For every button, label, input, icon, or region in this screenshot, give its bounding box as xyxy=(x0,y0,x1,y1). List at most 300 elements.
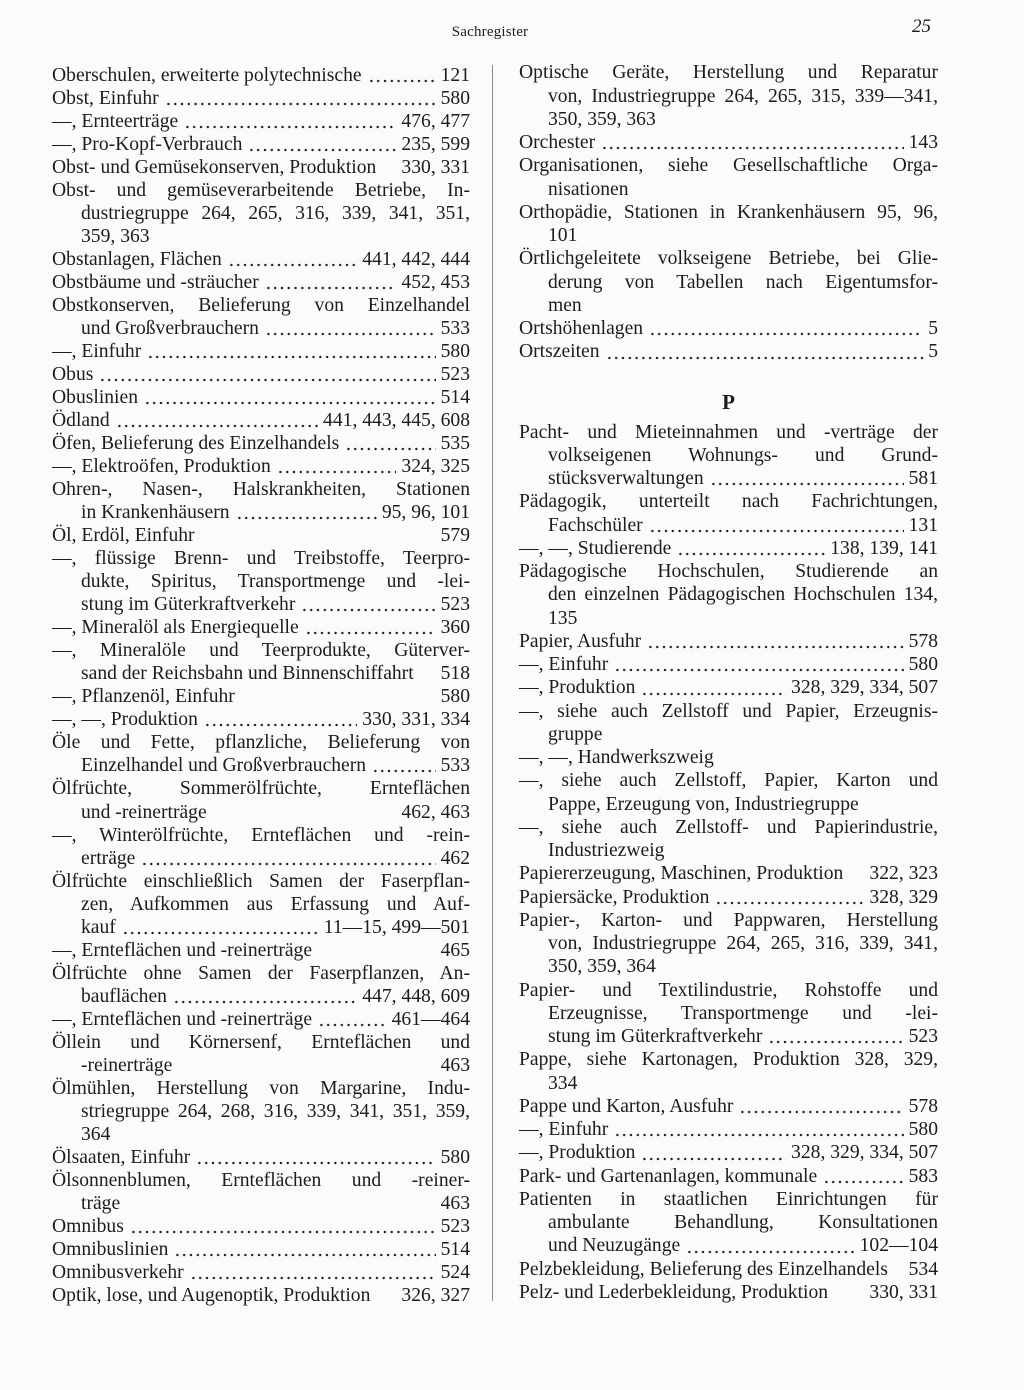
index-entry xyxy=(52,547,470,616)
entry-text: Omnibus xyxy=(52,1216,124,1238)
index-line xyxy=(52,1238,470,1261)
entry-text: sand der Reichsbahn und Binnenschiffahrt xyxy=(81,663,414,685)
page-numbers: 580 xyxy=(440,686,470,708)
entry-text: Ortszeiten xyxy=(519,341,600,363)
leader-space xyxy=(201,524,436,547)
index-line xyxy=(52,754,470,777)
index-entry xyxy=(519,131,938,154)
page-numbers: 452, 453 xyxy=(401,271,470,293)
index-entry xyxy=(519,340,938,363)
page-numbers: 463 xyxy=(440,1193,470,1215)
page-numbers: 330, 331, 334 xyxy=(362,709,470,731)
entry-text: in Krankenhäusern xyxy=(81,502,230,524)
index-entry xyxy=(519,653,938,676)
leader-space xyxy=(126,1192,435,1215)
dot-leader xyxy=(277,455,397,478)
entry-text: und Großverbrauchern xyxy=(81,317,259,339)
index-entry xyxy=(519,862,938,885)
index-line: den einzelnen Pädagogischen Hochschulen 134, xyxy=(548,584,938,606)
page-numbers: 441, 443, 445, 608 xyxy=(323,409,470,431)
index-entry xyxy=(52,524,470,547)
index-entry xyxy=(52,294,470,340)
dot-leader xyxy=(739,1095,903,1118)
page-numbers: 328, 329, 334, 507 xyxy=(791,1142,938,1164)
index-line: Obstkonserven, Belieferung von Einzelhandel xyxy=(52,294,470,316)
index-entry xyxy=(52,1169,470,1215)
leader-space xyxy=(213,801,397,824)
entry-text: Oberschulen, erweiterte polytechnische xyxy=(52,64,362,86)
index-line xyxy=(52,133,470,156)
index-line: dukte, Spiritus, Transportmenge und -lei- xyxy=(81,571,470,593)
leader-space xyxy=(241,685,436,708)
page-numbers: 11—15, 499—501 xyxy=(323,916,470,938)
index-entry xyxy=(519,560,938,630)
index-line: Ölmühlen, Herstellung von Margarine, Indu- xyxy=(52,1077,470,1099)
index-entry xyxy=(519,317,938,340)
dot-leader xyxy=(768,1025,903,1048)
dot-leader xyxy=(184,110,396,133)
entry-text: Papiersäcke, Produktion xyxy=(519,886,710,908)
index-line xyxy=(519,537,938,560)
entry-text: Ölsaaten, Einfuhr xyxy=(52,1146,191,1168)
dot-leader xyxy=(641,1141,786,1164)
page-numbers: 465 xyxy=(440,939,470,961)
dot-leader xyxy=(649,514,904,537)
page-numbers: 583 xyxy=(908,1165,938,1187)
dot-leader xyxy=(614,653,903,676)
dot-leader xyxy=(318,1008,387,1031)
index-line xyxy=(519,1095,938,1118)
index-entry xyxy=(52,386,470,409)
page-number: 25 xyxy=(912,16,931,37)
page-numbers: 326, 327 xyxy=(401,1285,470,1307)
index-entry xyxy=(52,455,470,478)
index-line xyxy=(52,409,470,432)
index-column-right xyxy=(519,61,938,1304)
index-line xyxy=(52,271,470,294)
index-entry xyxy=(52,1008,470,1031)
page-numbers: 463 xyxy=(440,1054,470,1076)
index-entry xyxy=(519,886,938,909)
page-numbers: 533 xyxy=(440,317,470,339)
entry-text: Papiererzeugung, Maschinen, Produktion xyxy=(519,863,844,885)
index-entry xyxy=(519,1281,938,1304)
index-entry xyxy=(52,616,470,639)
index-entry xyxy=(519,769,938,816)
dot-leader xyxy=(305,616,436,639)
page-numbers: 324, 325 xyxy=(401,456,470,478)
index-line: Patienten in staatlichen Einrichtungen für xyxy=(519,1188,938,1210)
entry-text: Orchester xyxy=(519,132,596,154)
index-entry xyxy=(519,700,938,747)
leader-space xyxy=(894,1258,904,1281)
entry-text: —, Einfuhr xyxy=(519,654,609,676)
index-entry xyxy=(519,1141,938,1164)
leader-space xyxy=(420,662,436,685)
entry-text: —, Einfuhr xyxy=(52,340,142,362)
index-line xyxy=(52,64,470,87)
leader-space xyxy=(849,862,864,885)
index-entry xyxy=(52,1261,470,1284)
index-entry xyxy=(52,110,470,133)
dot-leader xyxy=(165,87,436,110)
index-entry xyxy=(52,1284,470,1307)
index-line xyxy=(52,801,470,824)
dot-leader xyxy=(677,537,825,560)
index-entry xyxy=(519,746,938,769)
dot-leader xyxy=(130,1215,436,1238)
page-numbers: 121 xyxy=(440,64,470,86)
page-numbers: 322, 323 xyxy=(869,863,938,885)
index-line: Orthopädie, Stationen in Krankenhäusern 95, 96, xyxy=(519,201,938,223)
index-line xyxy=(52,1215,470,1238)
page-numbers: 95, 96, 101 xyxy=(381,502,470,524)
index-entry xyxy=(519,1118,938,1141)
entry-text: —, Produktion xyxy=(519,1142,636,1164)
entry-text: Obst, Einfuhr xyxy=(52,87,159,109)
index-line xyxy=(519,1281,938,1304)
page-numbers: 580 xyxy=(440,87,470,109)
entry-text: —, Elektroöfen, Produktion xyxy=(52,456,271,478)
page-numbers: 102—104 xyxy=(859,1235,938,1257)
index-line: 350, 359, 363 xyxy=(548,108,656,130)
entry-text: träge xyxy=(81,1193,121,1215)
index-line xyxy=(52,593,470,616)
index-line: volkseigenen Wohnungs- und Grund- xyxy=(548,444,938,466)
dot-leader xyxy=(265,271,397,294)
index-entry xyxy=(52,708,470,731)
dot-leader xyxy=(823,1165,903,1188)
entry-text: Öl, Erdöl, Einfuhr xyxy=(52,525,195,547)
leader-space xyxy=(178,1054,435,1077)
index-line: 359, 363 xyxy=(81,225,150,247)
index-line xyxy=(52,916,470,939)
index-entry xyxy=(519,490,938,537)
index-line xyxy=(52,662,470,685)
entry-text: Optik, lose, und Augenoptik, Produktion xyxy=(52,1285,371,1307)
index-line xyxy=(52,939,470,962)
dot-leader xyxy=(372,754,436,777)
page-numbers: 138, 139, 141 xyxy=(830,537,938,559)
index-entry xyxy=(519,816,938,863)
dot-leader xyxy=(606,340,924,363)
dot-leader xyxy=(647,630,903,653)
entry-text: Obst- und Gemüsekonserven, Produktion xyxy=(52,156,377,178)
index-entry xyxy=(52,478,470,524)
index-line xyxy=(52,317,470,340)
index-line: —, flüssige Brenn- und Treibstoffe, Teerpro- xyxy=(52,548,470,570)
index-entry xyxy=(519,630,938,653)
dot-leader xyxy=(144,386,436,409)
index-entry xyxy=(519,979,938,1049)
index-entry xyxy=(52,179,470,248)
index-entry xyxy=(52,939,470,962)
index-line xyxy=(52,847,470,870)
dot-leader xyxy=(614,1118,903,1141)
leader-space xyxy=(834,1281,864,1304)
index-line: 334 xyxy=(548,1072,578,1094)
index-line: Öle und Fette, pflanzliche, Belieferung von xyxy=(52,732,470,754)
index-line xyxy=(519,1165,938,1188)
page-numbers: 523 xyxy=(908,1026,938,1048)
entry-text: —, Pflanzenöl, Einfuhr xyxy=(52,686,235,708)
entry-text: Pappe und Karton, Ausfuhr xyxy=(519,1095,734,1117)
entry-text: —, Ernteflächen und -reinerträge xyxy=(52,939,313,961)
index-line: ambulante Behandlung, Konsultationen xyxy=(548,1212,938,1234)
page-numbers: 523 xyxy=(440,363,470,385)
index-line: 135 xyxy=(548,607,578,629)
entry-text: Fachschüler xyxy=(548,514,643,536)
index-column-left xyxy=(52,64,470,1308)
dot-leader xyxy=(236,501,377,524)
index-line: —, —, Handwerkszweig xyxy=(519,747,714,769)
index-line xyxy=(519,1141,938,1164)
index-entry xyxy=(519,154,938,201)
page-numbers: 581 xyxy=(908,468,938,490)
page-numbers: 579 xyxy=(440,525,470,547)
entry-text: —, Einfuhr xyxy=(519,1119,609,1141)
entry-text: Einzelhandel und Großverbrauchern xyxy=(81,755,367,777)
index-line xyxy=(52,1261,470,1284)
index-entry xyxy=(519,61,938,131)
index-entry xyxy=(519,676,938,699)
index-line xyxy=(52,1146,470,1169)
index-line: von, Industriegruppe 264, 265, 315, 339—341, xyxy=(548,85,938,107)
index-line xyxy=(519,862,938,885)
entry-text: und -reinerträge xyxy=(81,801,207,823)
index-entry xyxy=(52,731,470,777)
index-line: Ölfrüchte, Sommerölfrüchte, Ernteflächen xyxy=(52,778,470,800)
index-line: Obst- und gemüseverarbeitende Betriebe, In- xyxy=(52,179,470,201)
entry-text: Öfen, Belieferung des Einzelhandels xyxy=(52,433,340,454)
index-line: Optische Geräte, Herstellung und Reparatur xyxy=(519,62,938,84)
page-numbers: 330, 331 xyxy=(869,1281,938,1303)
entry-text: Omnibusverkehr xyxy=(52,1262,184,1284)
index-line: striegruppe 264, 268, 316, 339, 341, 351, 359, xyxy=(81,1100,470,1122)
entry-text: Park- und Gartenanlagen, kommunale xyxy=(519,1165,818,1187)
page-numbers: 131 xyxy=(908,514,938,536)
index-entry xyxy=(52,639,470,685)
dot-leader xyxy=(601,131,903,154)
index-line xyxy=(52,363,470,386)
index-line: Örtlichgeleitete volkseigene Betriebe, bei Glie- xyxy=(519,248,938,270)
page-numbers: 578 xyxy=(908,630,938,652)
entry-text: erträge xyxy=(81,847,136,869)
dot-leader xyxy=(710,467,904,490)
page-numbers: 461—464 xyxy=(391,1008,470,1030)
index-line: Ohren-, Nasen-, Halskrankheiten, Stationen xyxy=(52,479,470,501)
index-line: nisationen xyxy=(548,178,629,200)
index-line: Papier-, Karton- und Pappwaren, Herstellung xyxy=(519,909,938,931)
section-letter: P xyxy=(722,389,735,414)
entry-text: Papier, Ausfuhr xyxy=(519,630,642,652)
index-line: von, Industriegruppe 264, 265, 316, 339, 341, xyxy=(548,933,938,955)
index-entry xyxy=(52,340,470,363)
entry-text: Omnibuslinien xyxy=(52,1239,169,1261)
index-line xyxy=(52,501,470,524)
index-entry xyxy=(52,962,470,1008)
index-line: men xyxy=(548,294,582,316)
page-numbers: 441, 442, 444 xyxy=(362,248,470,270)
index-entry xyxy=(52,248,470,271)
entry-text: Obus xyxy=(52,363,94,385)
index-entry xyxy=(52,777,470,823)
index-line xyxy=(52,87,470,110)
entry-text: stücksverwaltungen xyxy=(548,468,704,490)
index-line xyxy=(519,317,938,340)
index-line xyxy=(52,708,470,731)
index-line xyxy=(52,1284,470,1307)
page-numbers: 534 xyxy=(908,1258,938,1280)
index-line: derung von Tabellen nach Eigentumsfor- xyxy=(548,271,938,293)
page-numbers: 360 xyxy=(440,617,470,639)
page-numbers: 235, 599 xyxy=(401,133,470,155)
page-numbers: 514 xyxy=(440,1239,470,1261)
index-line: Pappe, siehe Kartonagen, Produktion 328, 329, xyxy=(519,1049,938,1071)
page-numbers: 580 xyxy=(908,654,938,676)
dot-leader xyxy=(190,1261,436,1284)
index-entry xyxy=(52,133,470,156)
page-numbers: 580 xyxy=(908,1119,938,1141)
index-line xyxy=(52,685,470,708)
page-numbers: 523 xyxy=(440,594,470,616)
index-entry xyxy=(519,247,938,317)
index-line: Organisationen, siehe Gesellschaftliche Orga- xyxy=(519,155,938,177)
page-numbers: 523 xyxy=(440,1216,470,1238)
dot-leader xyxy=(99,363,435,386)
page-numbers: 476, 477 xyxy=(401,110,470,132)
index-entry xyxy=(52,156,470,179)
page-numbers: 330, 331 xyxy=(401,156,470,178)
index-entry xyxy=(52,409,470,432)
page-numbers: 535 xyxy=(440,433,470,454)
index-line xyxy=(519,653,938,676)
index-line xyxy=(519,1234,938,1257)
index-line xyxy=(52,110,470,133)
index-line xyxy=(519,1258,938,1281)
index-entry xyxy=(52,271,470,294)
page-numbers: 5 xyxy=(928,318,938,340)
entry-text: —, —, Produktion xyxy=(52,709,198,731)
running-head-title: Sachregister xyxy=(451,24,529,40)
page-numbers: 462, 463 xyxy=(401,801,470,823)
index-entry xyxy=(52,87,470,110)
index-entry xyxy=(52,1215,470,1238)
index-entry xyxy=(519,421,938,491)
entry-text: Pelzbekleidung, Belieferung des Einzelhandels xyxy=(519,1258,888,1280)
entry-text: bauflächen xyxy=(81,985,167,1007)
index-line: zen, Aufkommen aus Erfassung und Auf- xyxy=(81,893,470,915)
index-entry xyxy=(52,685,470,708)
index-line xyxy=(519,514,938,537)
entry-text: —, Ernteflächen und -reinerträge xyxy=(52,1008,313,1030)
entry-text: Obstbäume und -sträucher xyxy=(52,271,259,293)
leader-space xyxy=(376,1284,396,1307)
index-entry xyxy=(52,363,470,386)
entry-text: Ödland xyxy=(52,409,110,431)
page-numbers: 143 xyxy=(908,132,938,154)
index-line xyxy=(52,340,470,363)
page-numbers: 524 xyxy=(440,1262,470,1284)
dot-leader xyxy=(116,409,318,432)
index-line xyxy=(519,1118,938,1141)
dot-leader xyxy=(368,64,436,87)
entry-text: —, Mineralöl als Energiequelle xyxy=(52,617,299,639)
entry-text: -reinerträge xyxy=(81,1054,173,1076)
page-numbers: 462 xyxy=(440,847,470,869)
index-entry xyxy=(519,909,938,979)
index-line xyxy=(519,131,938,154)
page-numbers: 328, 329, 334, 507 xyxy=(791,677,938,699)
index-line: Industriezweig xyxy=(548,840,665,862)
index-line: —, Mineralöle und Teerprodukte, Güterver- xyxy=(52,640,470,662)
index-line: Ölsonnenblumen, Ernteflächen und -reiner- xyxy=(52,1170,470,1191)
page-numbers: 328, 329 xyxy=(869,886,938,908)
index-line xyxy=(52,156,470,179)
index-entry xyxy=(519,1258,938,1281)
index-line: —, Winterölfrüchte, Ernteflächen und -rein- xyxy=(52,824,470,846)
leader-space xyxy=(318,939,436,962)
index-entry xyxy=(519,537,938,560)
index-line xyxy=(519,886,938,909)
entry-text: Obuslinien xyxy=(52,386,138,408)
dot-leader xyxy=(649,317,923,340)
index-entry xyxy=(52,1146,470,1169)
dot-leader xyxy=(174,1238,435,1261)
dot-leader xyxy=(196,1146,435,1169)
index-line: Pädagogik, unterteilt nach Fachrichtungen, xyxy=(519,491,938,513)
index-entry xyxy=(52,64,470,87)
entry-text: und Neuzugänge xyxy=(548,1235,681,1257)
index-line xyxy=(52,386,470,409)
index-entry xyxy=(52,824,470,870)
index-line: Öllein und Körnersenf, Ernteflächen und xyxy=(52,1031,470,1053)
column-divider xyxy=(492,65,493,1301)
dot-leader xyxy=(686,1234,854,1257)
index-line: 364 xyxy=(81,1123,111,1145)
index-line: 350, 359, 364 xyxy=(548,956,656,978)
dot-leader xyxy=(715,886,864,909)
index-line xyxy=(519,340,938,363)
dot-leader xyxy=(265,317,436,340)
index-line: —, siehe auch Zellstoff, Papier, Karton und xyxy=(519,770,938,792)
index-line xyxy=(52,985,470,1008)
index-line: Ölfrüchte einschließlich Samen der Faserpflan- xyxy=(52,870,470,892)
index-entry xyxy=(519,1165,938,1188)
index-line: —, siehe auch Zellstoff und Papier, Erzeugnis- xyxy=(519,700,938,722)
index-entry xyxy=(52,1031,470,1077)
entry-text: —, Produktion xyxy=(519,677,636,699)
entry-text: —, —, Studierende xyxy=(519,537,672,559)
index-line xyxy=(52,432,470,455)
entry-text: —, Ernteerträge xyxy=(52,110,179,132)
index-line: Erzeugnisse, Transportmenge und -lei- xyxy=(548,1002,938,1024)
page-numbers: 580 xyxy=(440,1146,470,1168)
index-entry xyxy=(52,432,470,455)
dot-leader xyxy=(345,432,435,455)
dot-leader xyxy=(301,593,435,616)
index-entry xyxy=(519,1188,938,1258)
index-line: Pädagogische Hochschulen, Studierende an xyxy=(519,561,938,583)
index-line xyxy=(52,248,470,271)
index-entry xyxy=(52,870,470,939)
index-line xyxy=(52,1054,470,1077)
index-line: Papier- und Textilindustrie, Rohstoffe und xyxy=(519,979,938,1001)
dot-leader xyxy=(173,985,357,1008)
index-line: Ölfrüchte ohne Samen der Faserpflanzen, An- xyxy=(52,962,470,984)
entry-text: Ortshöhenlagen xyxy=(519,318,644,340)
index-line: gruppe xyxy=(548,723,603,745)
